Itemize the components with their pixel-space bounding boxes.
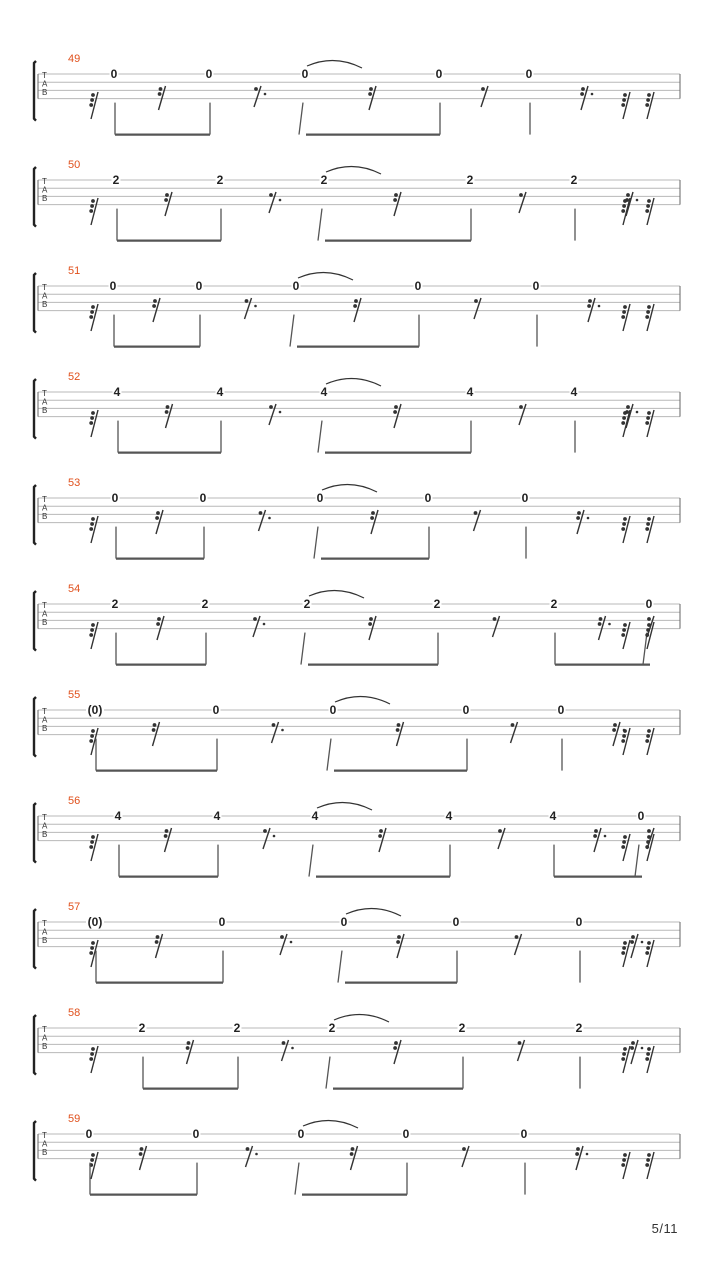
rest-icon bbox=[498, 828, 505, 849]
rest-sixteenth-icon bbox=[89, 834, 98, 861]
rest-icon bbox=[282, 1040, 294, 1061]
rest-sixteenth-icon bbox=[621, 940, 630, 967]
rest-icon bbox=[625, 192, 638, 216]
tab-clef-letter: T bbox=[42, 601, 47, 610]
rest-sixteenth-icon bbox=[645, 834, 654, 861]
system-bracket bbox=[34, 167, 36, 227]
measure-number: 53 bbox=[68, 477, 81, 489]
fret-number: 0 bbox=[292, 279, 300, 293]
tie-arc bbox=[309, 590, 364, 598]
system-bracket bbox=[34, 485, 36, 545]
fret-number: 0 bbox=[414, 279, 422, 293]
rest-icon bbox=[396, 934, 404, 958]
fret-number: 4 bbox=[114, 809, 122, 823]
rest-icon bbox=[587, 298, 600, 322]
fret-number: 2 bbox=[111, 597, 119, 611]
tab-clef-letter: A bbox=[42, 1139, 48, 1149]
measure-number: 51 bbox=[68, 265, 81, 277]
measure-number: 52 bbox=[68, 371, 81, 383]
fret-number: 0 bbox=[199, 491, 207, 505]
fret-number: 2 bbox=[458, 1021, 466, 1035]
fret-number: 0 bbox=[212, 703, 220, 717]
rest-icon bbox=[462, 1146, 469, 1167]
rest-icon bbox=[511, 722, 518, 743]
fret-number: 2 bbox=[570, 173, 578, 187]
system-bracket bbox=[34, 1121, 36, 1181]
system-bracket bbox=[34, 61, 36, 121]
tab-clef-letter: A bbox=[42, 927, 48, 937]
tab-clef-letter: A bbox=[42, 79, 48, 89]
rest-icon bbox=[393, 404, 401, 428]
tab-clef-letter: B bbox=[42, 1148, 48, 1157]
rest-icon bbox=[155, 934, 163, 958]
fret-number: 0 bbox=[532, 279, 540, 293]
fret-number: 2 bbox=[112, 173, 120, 187]
fret-number: 4 bbox=[570, 385, 578, 399]
fret-number: 0 bbox=[297, 1127, 305, 1141]
rest-icon bbox=[393, 192, 401, 216]
rest-icon bbox=[630, 1040, 643, 1064]
rest-sixteenth-icon bbox=[621, 410, 630, 437]
note-stem bbox=[318, 421, 322, 453]
rest-icon bbox=[245, 298, 257, 319]
fret-number: 4 bbox=[213, 809, 221, 823]
fret-number: 2 bbox=[433, 597, 441, 611]
rest-sixteenth-icon bbox=[621, 834, 630, 861]
tab-clef-letter: T bbox=[42, 707, 47, 716]
note-stem bbox=[295, 1163, 299, 1195]
rest-sixteenth-icon bbox=[621, 198, 630, 225]
rest-icon bbox=[158, 86, 166, 110]
tie-arc bbox=[326, 378, 381, 386]
rest-sixteenth-icon bbox=[621, 92, 630, 119]
note-stem bbox=[326, 1057, 330, 1089]
tie-arc bbox=[346, 908, 401, 916]
tab-clef-letter: A bbox=[42, 1033, 48, 1043]
fret-number: 2 bbox=[466, 173, 474, 187]
rest-sixteenth-icon bbox=[645, 92, 654, 119]
rest-sixteenth-icon bbox=[89, 304, 98, 331]
rest-icon bbox=[139, 1146, 147, 1170]
note-stem bbox=[635, 845, 639, 877]
fret-number: 4 bbox=[320, 385, 328, 399]
rest-icon bbox=[164, 192, 172, 216]
tie-arc bbox=[322, 484, 377, 492]
tab-clef-letter: T bbox=[42, 71, 47, 80]
fret-number: 4 bbox=[311, 809, 319, 823]
note-stem bbox=[314, 527, 318, 559]
fret-number: 0 bbox=[85, 1127, 93, 1141]
rest-icon bbox=[481, 86, 488, 107]
system-bracket bbox=[34, 379, 36, 439]
rest-icon bbox=[263, 828, 275, 849]
fret-number: 0 bbox=[402, 1127, 410, 1141]
rest-sixteenth-icon bbox=[621, 728, 630, 755]
rest-sixteenth-icon bbox=[89, 92, 98, 119]
rest-icon bbox=[269, 192, 281, 213]
rest-icon bbox=[393, 1040, 401, 1064]
rest-icon bbox=[152, 722, 160, 746]
tab-clef-letter: T bbox=[42, 813, 47, 822]
fret-number: 2 bbox=[550, 597, 558, 611]
rest-icon bbox=[259, 510, 271, 531]
tab-clef-letter: T bbox=[42, 495, 47, 504]
rest-icon bbox=[165, 404, 173, 428]
system-bracket bbox=[34, 803, 36, 863]
tab-clef-letter: T bbox=[42, 919, 47, 928]
tab-clef-letter: B bbox=[42, 512, 48, 521]
tab-clef-letter: A bbox=[42, 291, 48, 301]
rest-icon bbox=[350, 1146, 358, 1170]
rest-sixteenth-icon bbox=[89, 516, 98, 543]
tab-clef-letter: B bbox=[42, 936, 48, 945]
tab-clef-letter: B bbox=[42, 618, 48, 627]
rest-icon bbox=[155, 510, 163, 534]
rest-icon bbox=[253, 616, 265, 637]
rest-icon bbox=[625, 404, 638, 428]
measure-number: 54 bbox=[68, 583, 81, 595]
rest-sixteenth-icon bbox=[621, 622, 630, 649]
fret-number: 0 bbox=[452, 915, 460, 929]
fret-number: 2 bbox=[328, 1021, 336, 1035]
rest-icon bbox=[515, 934, 522, 955]
rest-sixteenth-icon bbox=[645, 728, 654, 755]
rest-icon bbox=[519, 404, 526, 425]
note-stem bbox=[327, 739, 331, 771]
rest-icon bbox=[269, 404, 281, 425]
rest-icon bbox=[370, 510, 378, 534]
rest-sixteenth-icon bbox=[645, 940, 654, 967]
fret-number: 0 bbox=[435, 67, 443, 81]
tab-clef-letter: T bbox=[42, 283, 47, 292]
rest-icon bbox=[254, 86, 266, 107]
fret-number: 2 bbox=[303, 597, 311, 611]
fret-number: 0 bbox=[109, 279, 117, 293]
fret-number: 4 bbox=[466, 385, 474, 399]
note-stem bbox=[318, 209, 322, 241]
system-bracket bbox=[34, 909, 36, 969]
note-stem bbox=[299, 103, 303, 135]
rest-icon bbox=[246, 1146, 258, 1167]
page-number: 5/11 bbox=[651, 1221, 678, 1236]
system-bracket bbox=[34, 697, 36, 757]
rest-icon bbox=[378, 828, 386, 852]
rest-icon bbox=[474, 298, 481, 319]
fret-number: 0 bbox=[521, 491, 529, 505]
rest-icon bbox=[518, 1040, 525, 1061]
rest-sixteenth-icon bbox=[645, 1152, 654, 1179]
rest-sixteenth-icon bbox=[89, 1046, 98, 1073]
tie-arc bbox=[334, 1014, 389, 1022]
rest-icon bbox=[580, 86, 593, 110]
fret-number: 2 bbox=[201, 597, 209, 611]
tab-clef-letter: A bbox=[42, 609, 48, 619]
rest-sixteenth-icon bbox=[89, 410, 98, 437]
rest-sixteenth-icon bbox=[89, 198, 98, 225]
measure-number: 50 bbox=[68, 159, 81, 171]
fret-number: 0 bbox=[525, 67, 533, 81]
note-stem bbox=[301, 633, 305, 665]
system-bracket bbox=[34, 273, 36, 333]
rest-sixteenth-icon bbox=[645, 198, 654, 225]
rest-icon bbox=[152, 298, 160, 322]
measure-number: 56 bbox=[68, 795, 81, 807]
fret-number: 0 bbox=[192, 1127, 200, 1141]
fret-number: 0 bbox=[340, 915, 348, 929]
rest-sixteenth-icon bbox=[621, 1046, 630, 1073]
fret-number: 0 bbox=[110, 67, 118, 81]
rest-icon bbox=[576, 510, 589, 534]
tab-clef-letter: T bbox=[42, 1131, 47, 1140]
fret-number: (0) bbox=[87, 915, 103, 929]
fret-number: 0 bbox=[645, 597, 653, 611]
system-bracket bbox=[34, 591, 36, 651]
rest-icon bbox=[156, 616, 164, 640]
fret-number: 0 bbox=[424, 491, 432, 505]
fret-number: 2 bbox=[233, 1021, 241, 1035]
tab-clef-letter: B bbox=[42, 724, 48, 733]
system-bracket bbox=[34, 1015, 36, 1075]
tie-arc bbox=[326, 166, 381, 174]
fret-number: 2 bbox=[138, 1021, 146, 1035]
rest-icon bbox=[493, 616, 500, 637]
tab-clef-letter: T bbox=[42, 389, 47, 398]
fret-number: 0 bbox=[111, 491, 119, 505]
note-stem bbox=[290, 315, 294, 347]
tab-clef-letter: B bbox=[42, 88, 48, 97]
fret-number: 0 bbox=[329, 703, 337, 717]
fret-number: 4 bbox=[549, 809, 557, 823]
rest-icon bbox=[280, 934, 292, 955]
rest-icon bbox=[186, 1040, 194, 1064]
rest-sixteenth-icon bbox=[621, 516, 630, 543]
tab-clef-letter: T bbox=[42, 177, 47, 186]
tab-clef-letter: A bbox=[42, 503, 48, 513]
rest-icon bbox=[164, 828, 172, 852]
tie-arc bbox=[335, 696, 390, 704]
rest-sixteenth-icon bbox=[645, 304, 654, 331]
rest-icon bbox=[575, 1146, 588, 1170]
rest-icon bbox=[474, 510, 481, 531]
tie-arc bbox=[317, 802, 372, 810]
tab-clef-letter: B bbox=[42, 406, 48, 415]
note-stem bbox=[338, 951, 342, 983]
rest-icon bbox=[353, 298, 361, 322]
tab-clef-letter: A bbox=[42, 821, 48, 831]
rest-icon bbox=[368, 616, 376, 640]
rest-icon bbox=[630, 934, 643, 958]
measure-number: 49 bbox=[68, 53, 81, 65]
tab-clef-letter: B bbox=[42, 1042, 48, 1051]
fret-number: 0 bbox=[520, 1127, 528, 1141]
measure-number: 58 bbox=[68, 1007, 81, 1019]
rest-sixteenth-icon bbox=[89, 622, 98, 649]
rest-icon bbox=[519, 192, 526, 213]
tie-arc bbox=[307, 60, 362, 68]
rest-icon bbox=[593, 828, 606, 852]
fret-number: 0 bbox=[301, 67, 309, 81]
rest-sixteenth-icon bbox=[89, 728, 98, 755]
rest-sixteenth-icon bbox=[621, 1152, 630, 1179]
rest-icon bbox=[396, 722, 404, 746]
fret-number: (0) bbox=[87, 703, 103, 717]
fret-number: 2 bbox=[216, 173, 224, 187]
rest-sixteenth-icon bbox=[645, 622, 654, 649]
measure-number: 59 bbox=[68, 1113, 81, 1125]
rest-sixteenth-icon bbox=[645, 410, 654, 437]
fret-number: 0 bbox=[316, 491, 324, 505]
fret-number: 4 bbox=[445, 809, 453, 823]
tab-clef-letter: B bbox=[42, 194, 48, 203]
measure-number: 57 bbox=[68, 901, 81, 913]
tab-clef-letter: B bbox=[42, 300, 48, 309]
tie-arc bbox=[298, 272, 353, 280]
fret-number: 0 bbox=[557, 703, 565, 717]
fret-number: 4 bbox=[113, 385, 121, 399]
fret-number: 0 bbox=[218, 915, 226, 929]
tab-clef-letter: A bbox=[42, 397, 48, 407]
note-stem bbox=[309, 845, 313, 877]
tab-clef-letter: A bbox=[42, 185, 48, 195]
measure-number: 55 bbox=[68, 689, 81, 701]
rest-sixteenth-icon bbox=[621, 304, 630, 331]
fret-number: 0 bbox=[575, 915, 583, 929]
rest-sixteenth-icon bbox=[645, 516, 654, 543]
rest-icon bbox=[272, 722, 284, 743]
tab-clef-letter: A bbox=[42, 715, 48, 725]
fret-number: 0 bbox=[462, 703, 470, 717]
tab-clef-letter: T bbox=[42, 1025, 47, 1034]
rest-sixteenth-icon bbox=[645, 1046, 654, 1073]
rest-icon bbox=[598, 616, 611, 640]
fret-number: 2 bbox=[320, 173, 328, 187]
fret-number: 0 bbox=[205, 67, 213, 81]
rest-sixteenth-icon bbox=[89, 940, 98, 967]
fret-number: 0 bbox=[637, 809, 645, 823]
fret-number: 0 bbox=[195, 279, 203, 293]
fret-number: 2 bbox=[575, 1021, 583, 1035]
tie-arc bbox=[303, 1120, 358, 1128]
tab-clef-letter: B bbox=[42, 830, 48, 839]
fret-number: 4 bbox=[216, 385, 224, 399]
rest-icon bbox=[368, 86, 376, 110]
